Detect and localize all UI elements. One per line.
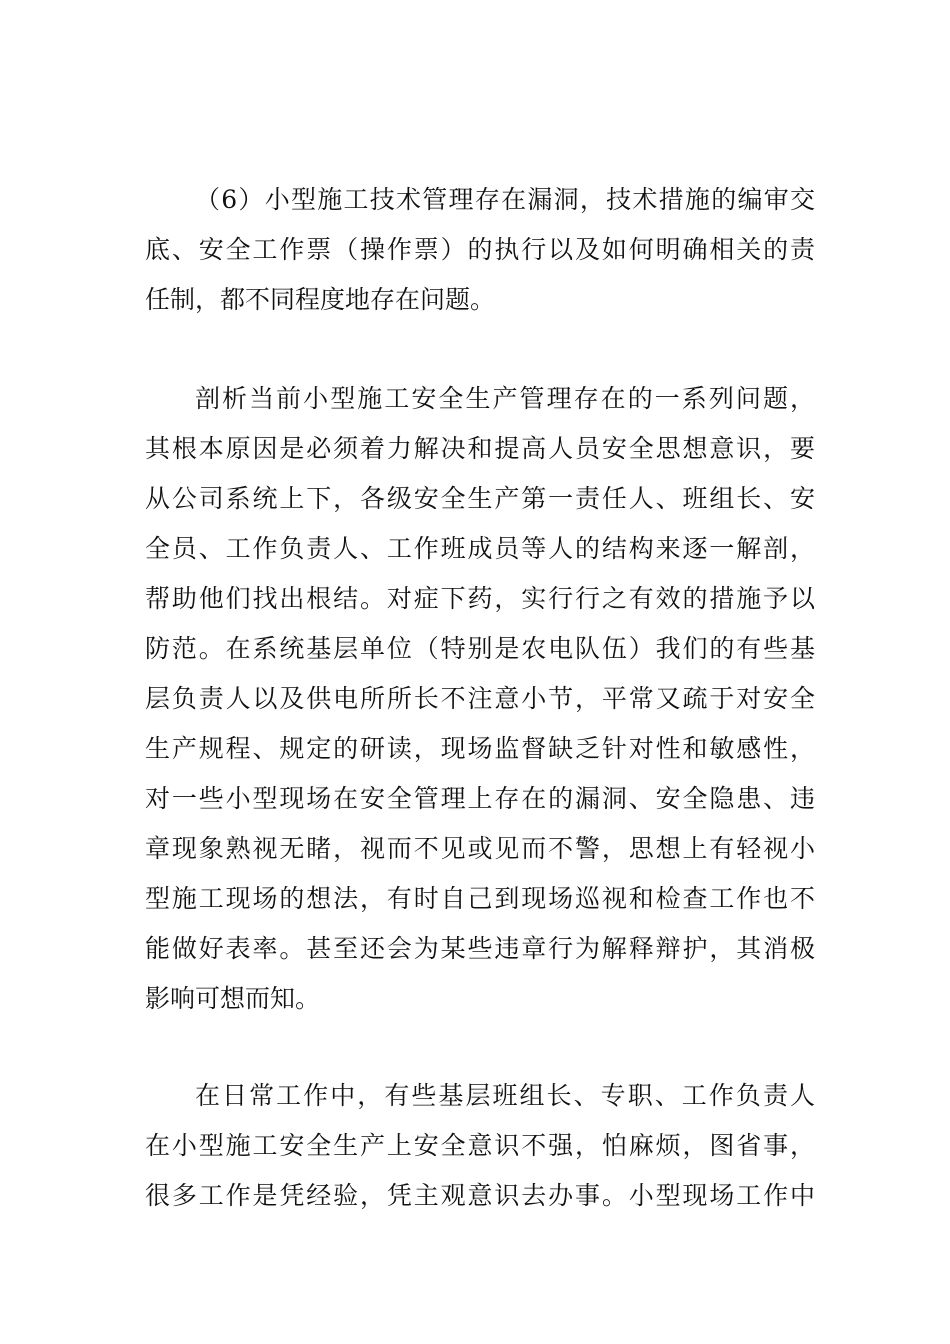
text-line: 能做好表率。甚至还会为某些违章行为解释辩护，其消极 bbox=[145, 934, 815, 963]
text-line: 影响可想而知。 bbox=[145, 984, 321, 1013]
text-line: 对一些小型现场在安全管理上存在的漏洞、安全隐患、违 bbox=[145, 784, 815, 813]
text-line: 很多工作是凭经验，凭主观意识去办事。小型现场工作中 bbox=[145, 1181, 815, 1210]
text-line: 任制，都不同程度地存在问题。 bbox=[145, 285, 496, 314]
text-line: 底、安全工作票（操作票）的执行以及如何明确相关的责 bbox=[145, 235, 815, 264]
text-line: 防范。在系统基层单位（特别是农电队伍）我们的有些基 bbox=[145, 634, 815, 663]
text-line: 从公司系统上下，各级安全生产第一责任人、班组长、安 bbox=[145, 484, 815, 513]
paragraph-technical-management bbox=[145, 175, 815, 325]
paragraph-daily-work bbox=[145, 1071, 815, 1221]
text-line: 生产规程、规定的研读，现场监督缺乏针对性和敏感性， bbox=[145, 734, 815, 763]
text-line: 在小型施工安全生产上安全意识不强，怕麻烦，图省事， bbox=[145, 1131, 815, 1160]
text-line: 型施工现场的想法，有时自己到现场巡视和检查工作也不 bbox=[145, 884, 815, 913]
text-line: 章现象熟视无睹，视而不见或见而不警，思想上有轻视小 bbox=[145, 834, 815, 863]
text-line: 全员、工作负责人、工作班成员等人的结构来逐一解剖， bbox=[145, 534, 815, 563]
text-line: 其根本原因是必须着力解决和提高人员安全思想意识，要 bbox=[145, 434, 815, 463]
text-line: 在日常工作中，有些基层班组长、专职、工作负责人 bbox=[195, 1081, 815, 1110]
text-line: 层负责人以及供电所所长不注意小节，平常又疏于对安全 bbox=[145, 684, 815, 713]
paragraph-problem-analysis bbox=[145, 374, 815, 1024]
text-line: 帮助他们找出根结。对症下药，实行行之有效的措施予以 bbox=[145, 584, 815, 613]
text-line: 剖析当前小型施工安全生产管理存在的一系列问题， bbox=[195, 384, 815, 413]
text-line: （6）小型施工技术管理存在漏洞，技术措施的编审交 bbox=[195, 185, 815, 214]
